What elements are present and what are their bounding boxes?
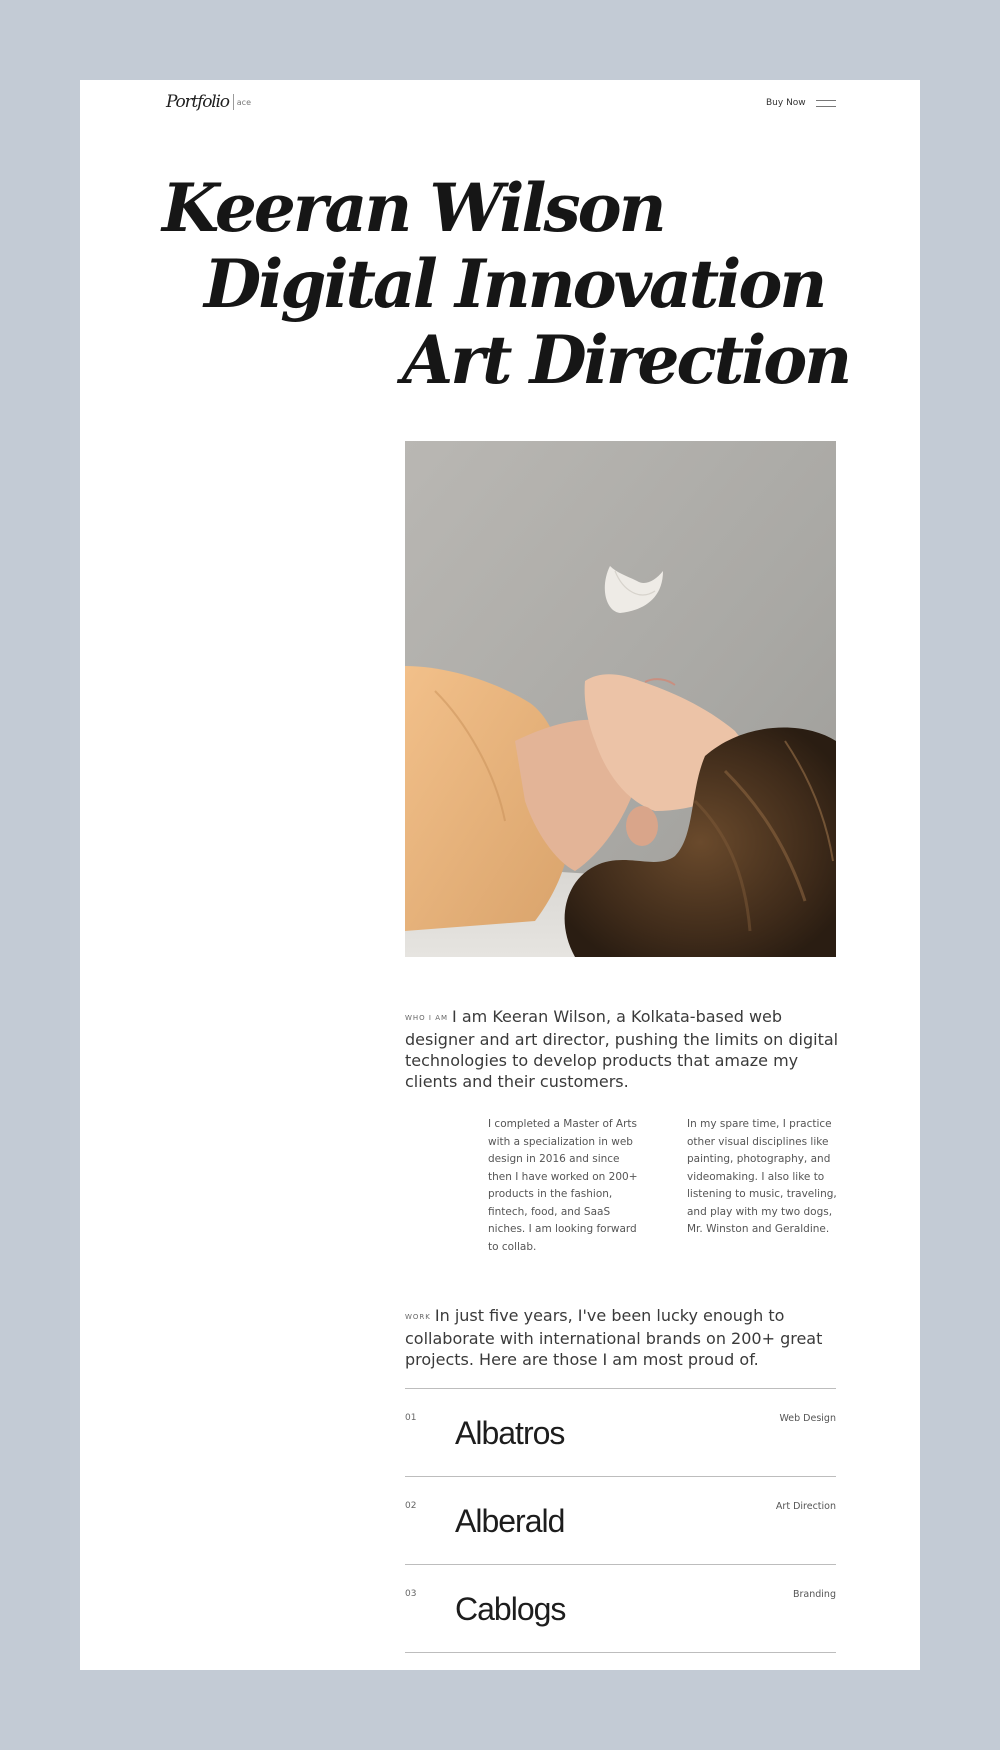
work-item-category: Art Direction — [775, 1501, 836, 1512]
logo[interactable] — [166, 90, 251, 114]
about-intro — [405, 1006, 845, 1092]
work-item-number: 03 — [405, 1589, 417, 1599]
logo-suffix: ace — [236, 97, 252, 107]
logo-divider — [233, 94, 234, 110]
about-intro-text: I am Keeran Wilson, a Kolkata-based web designer and art director, pushing the limits on digital technologies to develop products that amaze my clients and their customers. — [405, 1007, 839, 1091]
work-item-category: Branding — [793, 1589, 836, 1600]
work-list — [405, 1388, 836, 1653]
work-item-number: 02 — [405, 1501, 417, 1511]
work-item-number: 01 — [405, 1413, 417, 1423]
buy-now-link[interactable]: Buy Now — [766, 98, 806, 108]
page-card — [80, 80, 920, 1670]
work-item-alberald[interactable] — [405, 1476, 836, 1564]
work-item-name: Alberald — [455, 1503, 565, 1539]
work-item-category: Web Design — [779, 1413, 836, 1424]
work-item-albatros[interactable] — [405, 1388, 836, 1476]
hero-title-line-2: Digital Innovation — [204, 245, 825, 323]
hero-title-line-3: Art Direction — [402, 321, 850, 399]
work-intro — [405, 1305, 845, 1370]
logo-wordmark: Portfolio — [166, 92, 229, 112]
work-tag: WORK — [405, 1313, 431, 1321]
work-intro-text: In just five years, I've been lucky enough to collaborate with international brands on 200+ great projects. Here are those I am most proud of. — [405, 1306, 823, 1369]
work-item-cablogs[interactable] — [405, 1564, 836, 1653]
about-tag: WHO I AM — [405, 1014, 449, 1022]
portrait-photo — [405, 441, 836, 957]
about-column-hobbies: In my spare time, I practice other visual disciplines like painting, photography, and videomaking. I also like to listening to music, traveling, and play with my two dogs, Mr. Winston and Geraldine. — [687, 1118, 837, 1235]
hamburger-menu-icon[interactable] — [816, 99, 836, 108]
about-column-education: I completed a Master of Arts with a specialization in web design in 2016 and since then I have worked on 200+ products in the fashion, fintech, food, and SaaS niches. I am looking forward to collab. — [488, 1118, 638, 1253]
hero-title-line-1: Keeran Wilson — [162, 169, 664, 247]
work-item-name: Albatros — [455, 1415, 565, 1451]
work-item-name: Cablogs — [455, 1591, 566, 1627]
